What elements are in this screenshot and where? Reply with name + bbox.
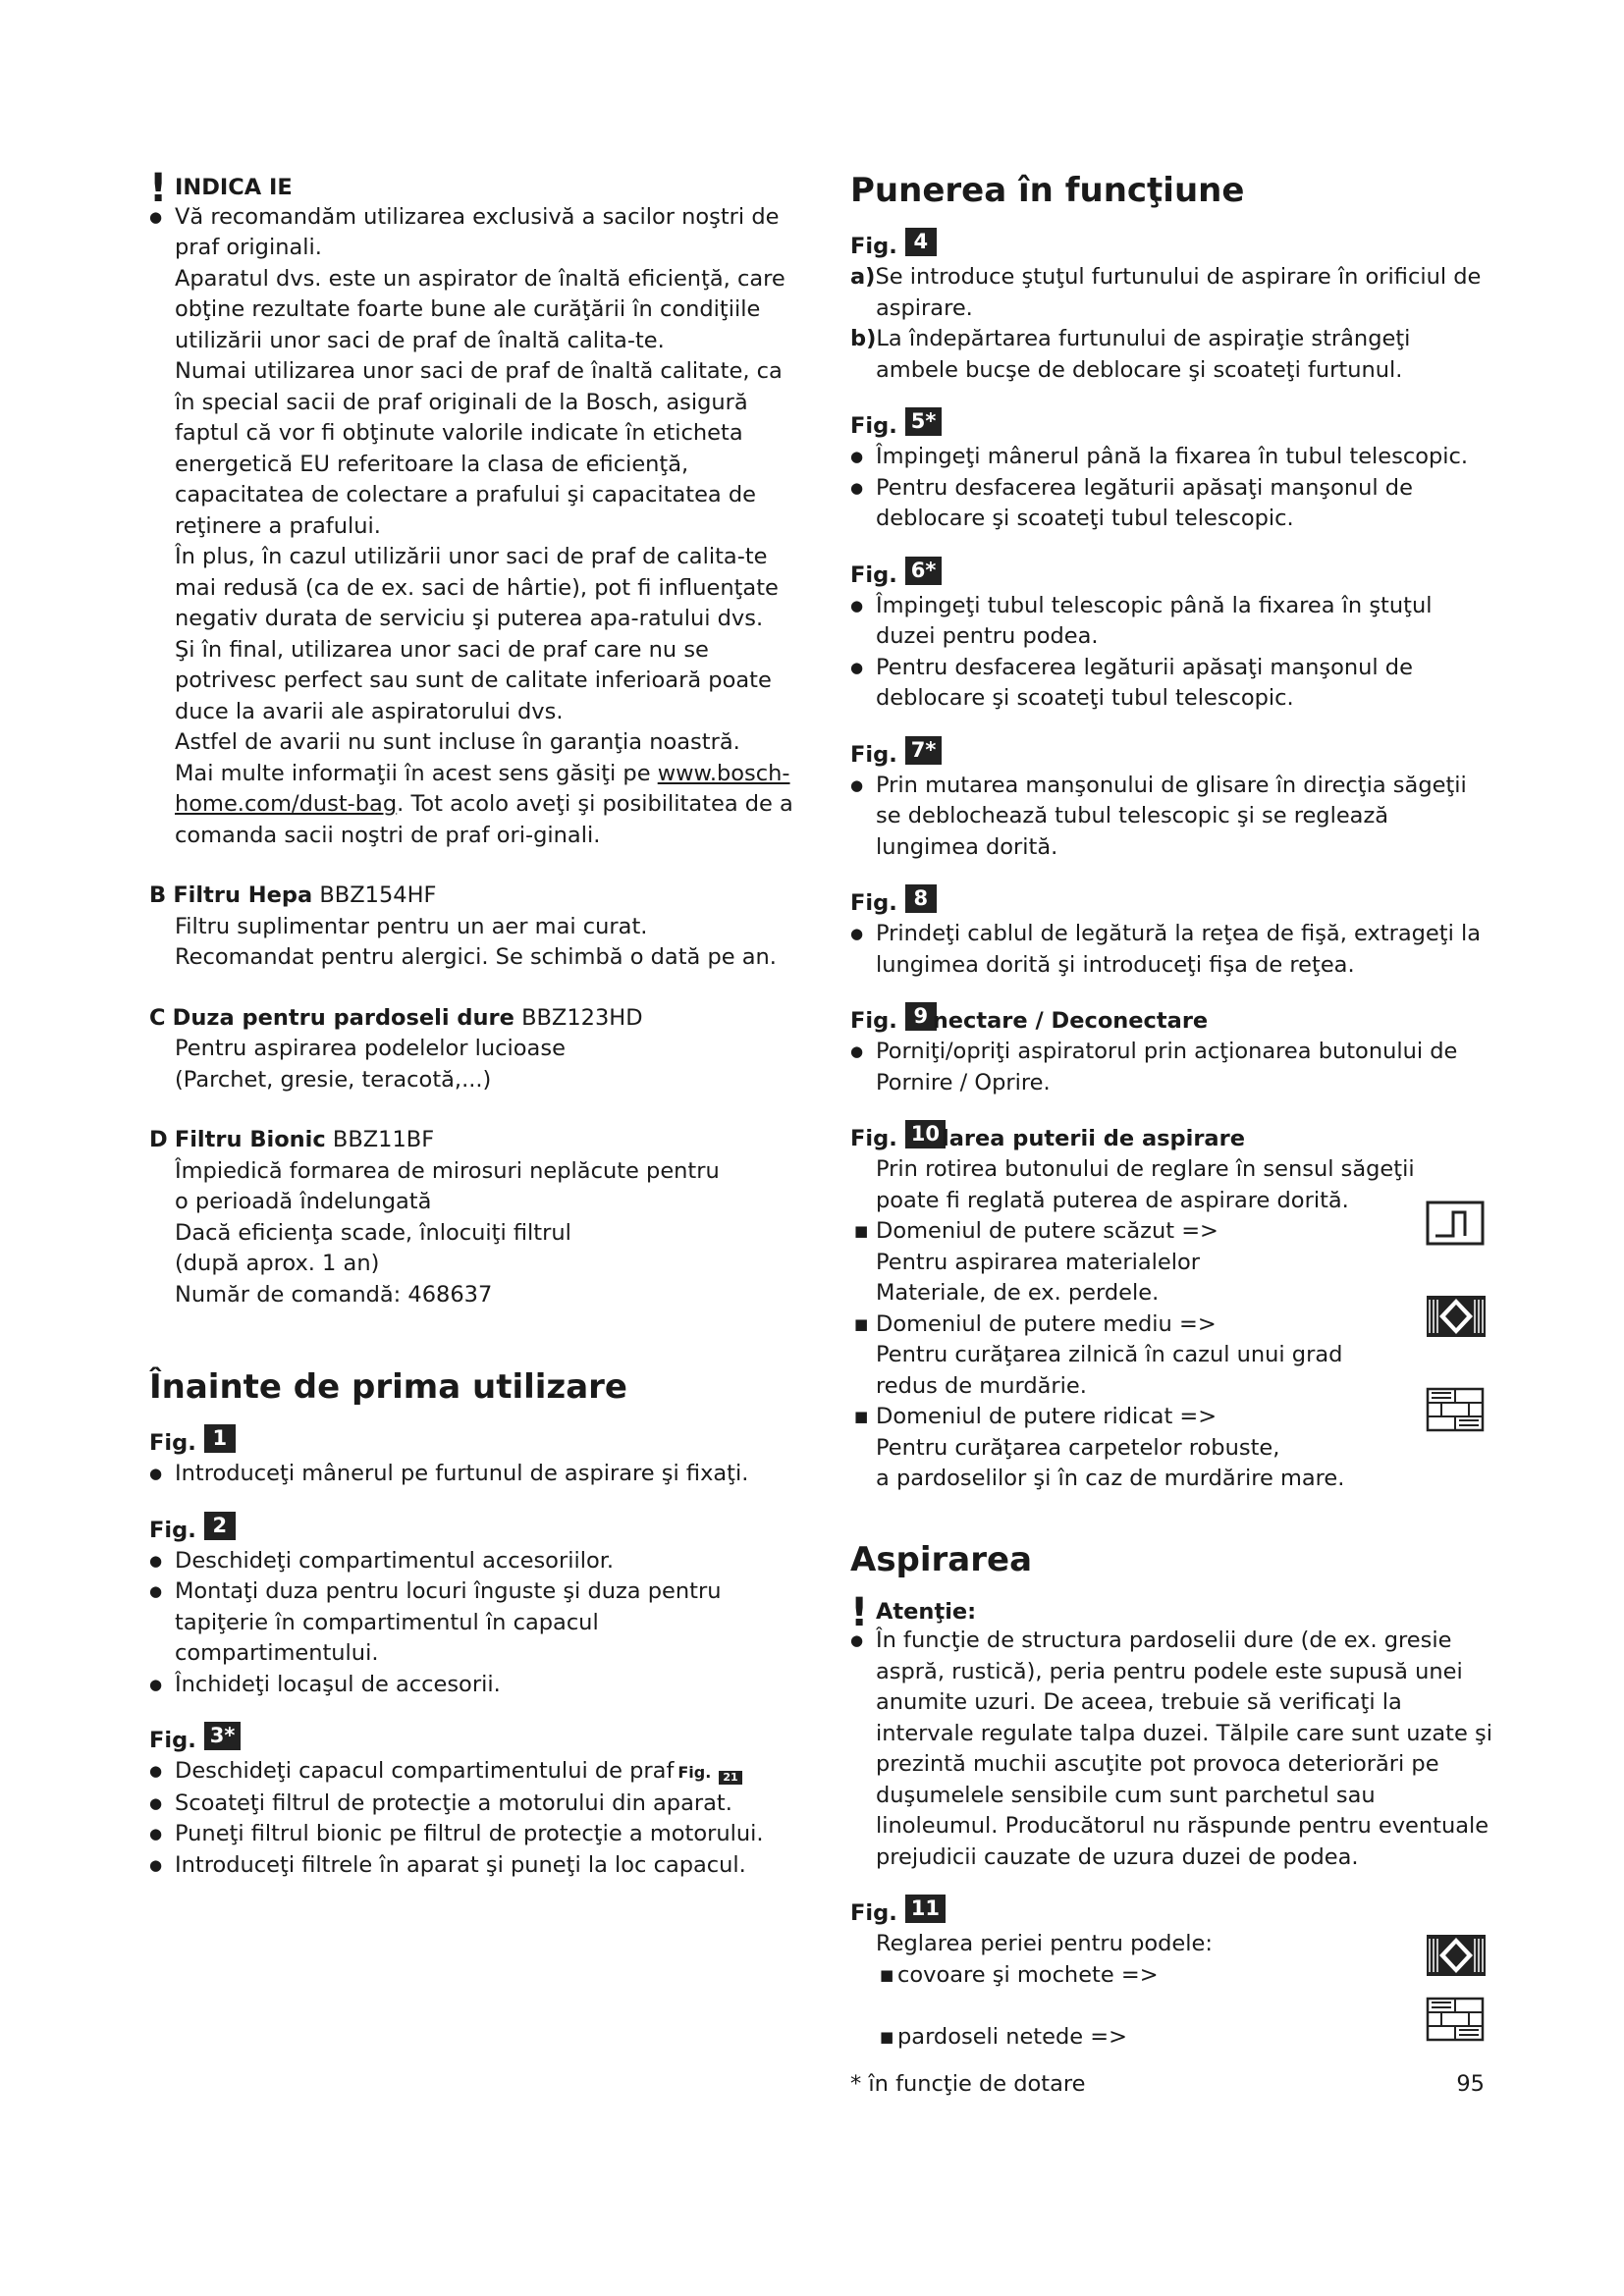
page-footer [850,2069,1498,2101]
warning-text: ● În funcţie de structura pardoselii dure (de ex. gresie aspră, rustică), peria pentru podele este supusă unei anumite uzuri. De aceea, trebuie să verificaţi la intervale regulate talpa duzei. Tălpile care sunt uzate şi prezintă muchii ascuţite pot provoca deteriorări pe duşumelele sensibile cum sunt parchetul sau linoleumul. Producătorul nu răspunde pentru eventuale prejudicii cauzate de uzura duzei de podea. [850,1626,1498,1873]
notice-p3: Numai utilizarea unor saci de praf de înaltă calitate, ca în special sacii de praf originali de la Bosch, asigură faptul că vor fi obţinute valorile indicate în eticheta energetică EU referitoare la clasa de eficienţă, capacitatea de colectare a prafului şi capacitatea de reţinere a prafului. [175,358,783,539]
vacuum-warning [850,1589,1498,1874]
fig-badge: 5* [905,407,943,436]
notice-p2: Aparatul dvs. este un aspirator de înaltă eficienţă, care obţine rezultate foarte bune ale curăţării în condiţiile utilizării unor saci de praf de înaltă calita-te. [175,265,785,353]
hard-floor-icon [1426,1997,1485,2042]
fig-10-section: Fig. 10 larea puterii de aspirare Prin rotirea butonului de reglare în sensul săgeţii poate fi reglată puterea de aspirare dorită. ■ Domeniul de putere scăzut => Pentru aspirarea materialelor Materiale, de ex. perdele. ■ Domeniul de putere mediu => Pentru curăţarea zilnică în cazul unui grad redus de murdărie. ■ Domeniul de putere ridicat => Pentru curăţarea carpetelor robuste, a pardoselilor şi în caz de murdărire mare. [850,1120,1498,1495]
fig-badge: 3* [204,1722,242,1750]
warning-title: Atenţie: [876,1598,977,1625]
notice-title: ! INDICA IE [149,166,293,211]
fig-badge: 9 [905,1002,937,1031]
fig-badge: 11 [905,1895,946,1923]
fig-3-section: Fig. 3* ● Deschideţi capacul compartimentului de praf Fig. 21 ● Scoateţi filtrul de protecţie a motorului din aparat. ● Puneţi filtrul bionic pe filtrul de protecţie a motorului. ● Introduceţi filtrele în aparat şi puneţi la loc capacul. [149,1722,797,1881]
fig-badge: 2 [204,1512,236,1540]
fig-badge: 1 [204,1424,236,1453]
fig-2-section: Fig. 2 ● Deschideţi compartimentul accesoriilor. ● Montaţi duza pentru locuri înguste şi duza pentru tapiţerie în compartimentul în capacul compartimentului. ● Închideţi locaşul de accesorii. [149,1512,797,1701]
fig-7-section: Fig. 7* ● Prin mutarea manşonului de glisare în direcţia săgeţii se deblochează tubul telescopic şi se reglează lungimea dorită. [850,736,1498,864]
warning-icon: ! [149,166,168,211]
footnote: * în funcţie de dotare [850,2070,1086,2097]
notice-p5: Şi în final, utilizarea unor saci de praf care nu se potrivesc perfect sau sunt de calitate inferioară poate duce la avarii ale aspiratorului dvs. [175,636,772,724]
fig-badge: 4 [905,228,937,256]
warning-icon: ! [850,1589,869,1635]
fig-badge: 7* [905,736,943,765]
notice-p4: În plus, în cazul utilizării unor saci de praf de calita-te mai redusă (ca de ex. saci de hârtie), pot fi influenţate negativ durata de serviciu şi puterea apa-ratului dvs. [175,544,779,631]
fig-6-section: Fig. 6* ● Împingeţi tubul telescopic până la fixarea în ştuţul duzei pentru podea. ● Pentru desfacerea legăturii apăsaţi manşonul de deblocare şi scoateţi tubul telescopic. [850,557,1498,715]
fig-11-section: Fig. 11 Reglarea periei pentru podele: ■ covoare şi mochete => ■ pardoseli netede => [850,1895,1498,2054]
page-number: 95 [1456,2070,1485,2097]
accessory-d: D Filtru Bionic BBZ11BF Împiedică formarea de mirosuri neplăcute pentru o perioadă îndelungată Dacă eficienţa scade, înlocuiţi filtrul (după aprox. 1 an) Număr de comandă: 468637 [149,1127,720,1308]
dust-bag-link[interactable]: www.bosch-home.com/dust-bag [175,760,790,817]
fig-badge: 6* [905,557,943,585]
start-heading: Punerea în funcţiune [850,171,1245,210]
accessory-b: B Filtru Hepa BBZ154HF Filtru suplimentar pentru un aer mai curat. Recomandat pentru alergici. Se schimbă o dată pe an. [149,882,777,970]
fig-9-section: Fig. 9 nectare / Deconectare ● Porniţi/opriţi aspiratorul prin acţionarea butonului de Pornire / Oprire. [850,1002,1498,1098]
fig-5-section: Fig. 5* ● Împingeţi mânerul până la fixarea în tubul telescopic. ● Pentru desfacerea legăturii apăsaţi manşonul de deblocare şi scoateţi tubul telescopic. [850,407,1498,535]
fig-4-section: Fig. 4 a)Se introduce ştuţul furtunului de aspirare în orificiul de aspirare. b)La îndepărtarea furtunului de aspiraţie strângeţi ambele bucşe de deblocare şi scoateţi furtunul. [850,230,1482,383]
before-use-heading: Înainte de prima utilizare [149,1367,627,1407]
low-power-icon [1426,1201,1485,1246]
notice-block [149,166,797,851]
hard-floor-icon [1426,1387,1485,1432]
fig-badge-small: 21 [719,1771,741,1785]
fig-8-section: Fig. 8 ● Prindeţi cablul de legătură la reţea de fişă, extrageţi la lungimea dorită şi introduceţi fişa de reţea. [850,884,1498,981]
fig-badge: 10 [905,1120,946,1148]
carpet-icon [1426,1934,1487,1977]
vacuum-heading: Aspirarea [850,1539,1033,1579]
carpet-icon [1426,1295,1487,1338]
notice-p6: Astfel de avarii nu sunt incluse în garanţia noastră. [175,729,740,755]
notice-p1: ● Vă recomandăm utilizarea exclusivă a sacilor noştri de praf originali. [149,202,797,264]
fig-badge: 8 [905,884,937,913]
right-column [850,169,1498,2101]
accessory-c: C Duza pentru pardoseli dure BBZ123HD Pentru aspirarea podelelor lucioase (Parchet, gresie, teracotă,...) [149,1004,643,1093]
fig-1-section: Fig. 1 ● Introduceţi mânerul pe furtunul de aspirare şi fixaţi. [149,1424,797,1490]
left-column [149,166,797,1881]
notice-p7: Mai multe informaţii în acest sens găsiţi pe www.bosch-home.com/dust-bag. Tot acolo aveţi şi posibilitatea de a comanda sacii noştri de praf ori-ginali. [175,760,793,848]
